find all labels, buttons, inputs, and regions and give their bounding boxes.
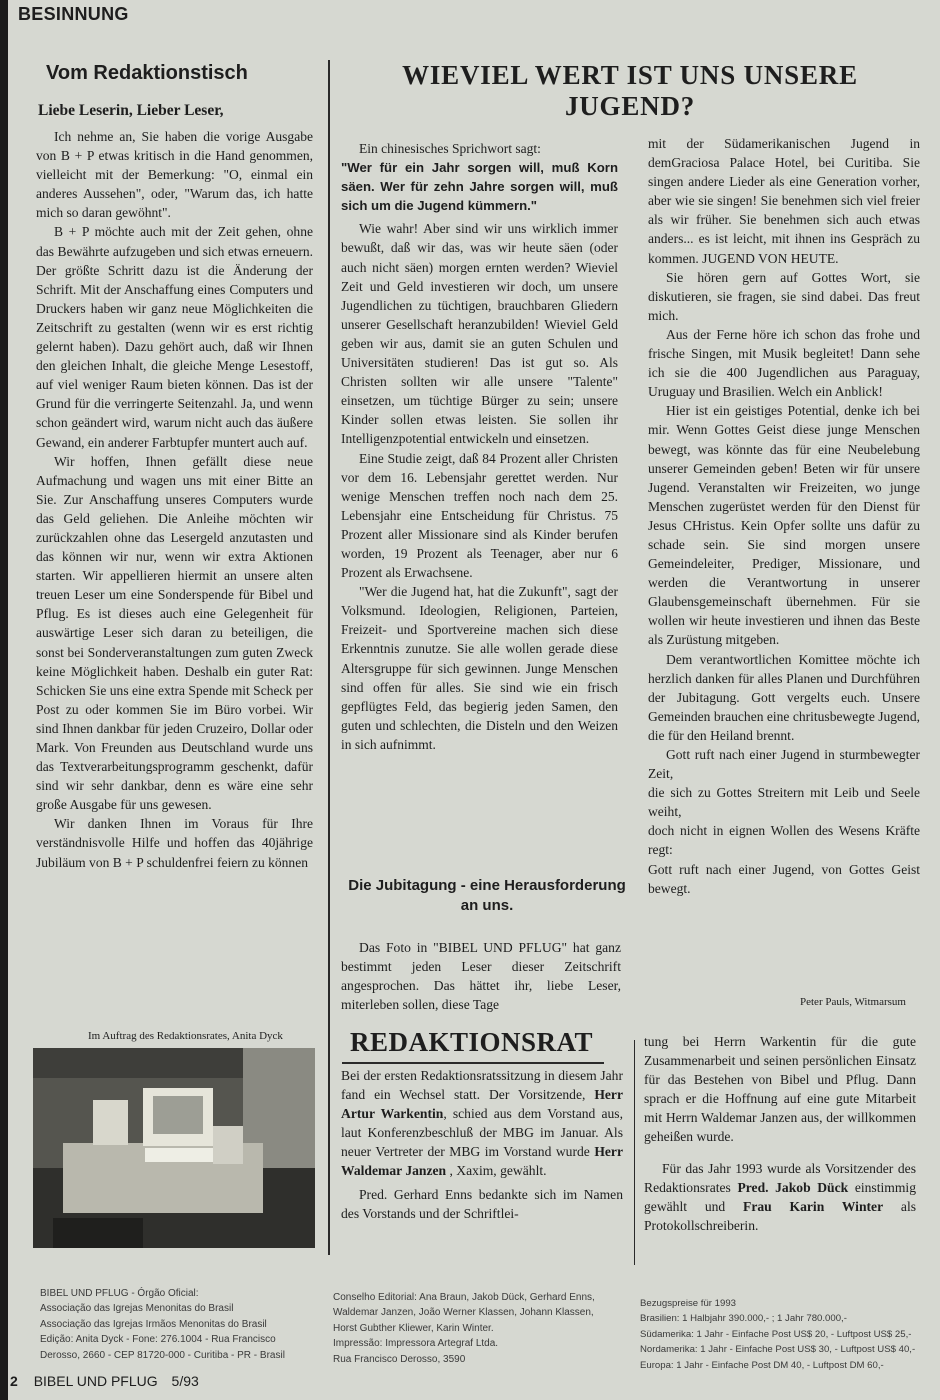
impressum-line: Derosso, 2660 - CEP 81720-000 - Curitiba - PR - Brasil <box>40 1349 285 1361</box>
article-signature: Peter Pauls, Witmarsum <box>800 996 906 1008</box>
redaktionsrat-column-2 <box>644 1032 916 1235</box>
poem-line: die sich zu Gottes Streitern mit Leib und Seele weiht, <box>648 785 920 820</box>
article-title: WIEVIEL WERT IST UNS UNSERE JUGEND? <box>402 60 858 121</box>
article-paragraph: mit der Südamerikanischen Jugend in demGraciosa Palace Hotel, bei Curitiba. Sie singen andere Lieder als eine Generation vorher, aber wie sie singen! Sie benehmen sich viel freier als wir früher. Sie benehmen sich auch etwas anders... es ist leicht, mit ihnen ins Gespräch zu kommen. JUGEND VON HEUTE. <box>648 136 920 266</box>
impressum-line: Nordamerika: 1 Jahr - Einfache Post US$ 30, - Luftpost US$ 40,- <box>640 1344 916 1356</box>
editorial-paragraph: B + P möchte auch mit der Zeit gehen, ohne das Bewährte aufzugeben und sich etwas erneuern. Der größte Schritt dazu ist die Änderung der Schrift. Mit der Anschaffung eines Computers und Druckers haben wir ganz neue Möglichkeiten die Zeitschrift zu gestalten (wenn wir es erst richtig gelernt haben). Dazu gehört auch, daß wir Ihnen den gleichen Inhalt, die gleiche Menge Lesestoff, auf viel weniger Raum bieten können. Das ist der Grund für die verringerte Seitenzahl. Ja, und wenn schon geändert wird, warum nicht auch das äußere Gewand, ein anderer Farbtupfer muntert auch auf. <box>36 224 313 450</box>
redaktionsrat-title: REDAKTIONSRAT <box>350 1027 594 1057</box>
editorial-paragraph: Wir hoffen, Ihnen gefällt diese neue Aufmachung und wagen uns mit einer Bitte an Sie. Zur Anschaffung unseres Computers wurde das Geld geliehen. Die Anleihe möchten wir zurückzahlen ohne das Lesergeld anzutasten und das können wir nur, wenn wir extra Aktionen starten. Wir appellieren hiermit an unsere alten treuen Leser um eine Sonderspende für Bibel und Pflug. Es ist dieses auch eine Gelegenheit für auswärtige Leser sich daran zu beteiligen, die sonst bei Sonderveranstaltungen zum guten Zweck keine Möglichkeit haben. Deshalb ein guter Rat: Schicken Sie uns eine extra Spende mit Scheck per Post zu oder kommen Sie im Büro vorbei. Wir sind Ihnen dankbar für jeden Cruzeiro, Dollar oder Mark. Von Freunden aus Deutschland wurde uns das Textverarbeitungsprogramm geschenkt, dafür sind wir sehr dankbar, denn es wäre eine sehr große Ausgabe für uns gewesen. <box>36 453 313 813</box>
issue-number: 5/93 <box>171 1373 199 1389</box>
editorial-body <box>36 127 313 872</box>
editorial-paragraph: Wir danken Ihnen im Voraus für Ihre verständnisvolle Hilfe und hoffen das 40jährige Jubiläum von B + P schuldenfrei feiern zu können <box>36 816 313 870</box>
article-paragraph: Das Foto in "BIBEL UND PFLUG" hat ganz bestimmt jeden Leser dieser Zeitschrift angesprochen. Das hättet ihr, liebe Leser, miterleben sollen, diese Tage <box>341 940 621 1013</box>
section-label: BESINNUNG <box>18 4 129 24</box>
computer-photo-image <box>33 1048 315 1248</box>
impressum-line: Bezugspreise für 1993 <box>640 1298 736 1309</box>
article-paragraph: Eine Studie zeigt, daß 84 Prozent aller Christen vor dem 16. Lebensjahr gerettet werden. Nur wenige Menschen treffen noch nach dem 25. Lebensjahr eine Entscheidung für Christus. 75 Prozent aller Missionare sind als Kinder berufen worden, 19 Prozent als Teenager, aber nur 6 Prozent als Erwachsene. <box>341 450 618 581</box>
article-paragraph: Hier ist ein geistiges Potential, denke ich bei mir. Wenn Gottes Geist diese junge Menschen bewegt, was könnte das für eine Neubelebung unserer Gemeinden geben! Beten wir für unsere Jugend. Veranstalten wir Freizeiten, wo junge Menschen zugerüstet werden für den Dienst für Jesus CHristus. Kein Opfer sollte uns dafür zu schade sein. Sie sind morgen unsere Gemeindeleiter, Prediger, Missionare, und werden die Verantwortung in unserer Glaubensgemeinschaft übernehmen. Für sie wollen wir heute investieren und ihnen das Beste als Zurüstung mitgeben. <box>648 403 920 648</box>
poem-line: Gott ruft nach einer Jugend in sturmbewegter Zeit, <box>648 747 920 782</box>
column-divider <box>328 60 330 1255</box>
redaktionsrat-paragraph: Bei der ersten Redaktionsratssitzung in diesem Jahr fand ein Wechsel statt. Der Vorsitzende, Herr Artur Warkentin, schied aus dem Vorstand aus, laut Konferenzbeschluß der MBG im Januar. Als neuer Vertreter der MBG im Vorstand wurde Herr Waldemar Janzen , Xaxim, gewählt. <box>341 1068 623 1179</box>
impressum-line: Edição: Anita Dyck - Fone: 276.1004 - Rua Francisco <box>40 1334 276 1346</box>
impressum-line: Brasilien: 1 Halbjahr 390.000,- ; 1 Jahr 780.000,- <box>640 1313 847 1325</box>
editorial-title: Vom Redaktionstisch <box>46 62 248 84</box>
impressum-line: Conselho Editorial: Ana Braun, Jakob Dück, Gerhard Enns, <box>333 1292 595 1303</box>
impressum-line: Rua Francisco Derosso, 3590 <box>333 1353 466 1365</box>
article-paragraph: Aus der Ferne höre ich schon das frohe und frische Singen, mit Musik begleitet! Dann sehe ich sie die 400 Jugendlichen aus Paraguay, Uruguay und Brasilien. Welch ein Anblick! <box>648 326 920 400</box>
impressum-line: Impressão: Impressora Artegraf Ltda. <box>333 1338 499 1350</box>
article-intro: Ein chinesisches Sprichwort sagt: <box>359 141 541 156</box>
page-number: 2 <box>10 1373 18 1389</box>
page-binding-edge <box>0 0 8 1400</box>
impressum-line: Waldemar Janzen, João Werner Klassen, Johann Klassen, <box>333 1307 594 1319</box>
article-paragraph: "Wer die Jugend hat, hat die Zukunft", sagt der Volksmund. Ideologien, Religionen, Parteien, Freizeit- und Sportvereine machen sich diese Erkenntnis zunutze. Sie alle wollen gerade diese Altersgruppe für sich gewinnen. Junge Menschen sind offen für alles. Sie sind wie ein frisch gepflügtes Feld, das begierig jeden Samen, den guten und schlechten, die Disteln und den Weizen in sich aufnimmt. <box>341 584 618 752</box>
title-underline <box>342 1062 604 1064</box>
article-paragraph: Wie wahr! Aber sind wir uns wirklich immer bewußt, daß wir das, was wir heute säen (oder auch nicht säen) morgen ernten werden? Wieviel Zeit und Geld investieren wir doch, um unsere Jugendlichen zu tüchtigen, brauchbaren Gliedern unserer Gesellschaft heranzubilden! Wieviel Geld geben wir aus, damit sie an guten Schulen und Universitäten studieren! Das ist gut so. Als Christen sollten wir alle unsere "Talente" einsetzen, um tüchtige Bürger zu sein; unsere Kinder sollen etwas leisten. Sie sollen ihr Intelligenzpotential entwickeln und einsetzen. <box>341 221 618 447</box>
impressum-editorial-board <box>333 1290 595 1367</box>
redaktionsrat-paragraph: Für das Jahr 1993 wurde als Vorsitzender des Redaktionsrates Pred. Jakob Dück einstimmig gewählt und Frau Karin Winter als Protokollschreiberin. <box>644 1160 917 1233</box>
editorial-signature: Im Auftrag des Redaktionsrates, Anita Dyck <box>88 1030 283 1042</box>
page-footer <box>0 1373 199 1389</box>
article-column-1 <box>341 139 618 754</box>
impressum-line: BIBEL UND PFLUG - Órgão Oficial: <box>40 1288 199 1299</box>
impressum-prices <box>640 1296 915 1373</box>
article-subheading: Die Jubitagung - eine Herausforderung an uns. <box>348 877 626 914</box>
editorial-paragraph: Ich nehme an, Sie haben die vorige Ausgabe von B + P etwas kritisch in die Hand genommen, vielleicht mit der Bemerkung: "O, einmal ein anderes Aussehen", oder, "Warum das, ich hatte mich so daran gewöhnt". <box>36 129 313 221</box>
publication-name: BIBEL UND PFLUG <box>33 1373 158 1389</box>
poem-line: Gott ruft nach einer Jugend, von Gottes Geist bewegt. <box>648 861 920 896</box>
impressum-publisher <box>40 1286 285 1363</box>
article-quote <box>341 158 618 215</box>
impressum-line: Associação das Igrejas Menonitas do Brasil <box>40 1303 234 1315</box>
impressum-line: Horst Gubther Kliewer, Karin Winter. <box>333 1322 494 1334</box>
article-paragraph: Sie hören gern auf Gottes Wort, sie diskutieren, sie fragen, sie sind dabei. Das freut mich. <box>648 269 920 323</box>
computer-photo <box>33 1048 315 1248</box>
redaktionsrat-paragraph: tung bei Herrn Warkentin für die gute Zusammenarbeit und seinen persönlichen Einsatz für das Bestehen von Bibel und Pflug. Dann sprach er die Hoffnung auf eine gute Mitarbeit mit Herrn Waldemar Janzen aus, der willkommen geheißen wurde. <box>644 1034 916 1145</box>
impressum-line: Associação das Igrejas Irmãos Menonitas do Brasil <box>40 1318 267 1330</box>
redaktionsrat-paragraph: Pred. Gerhard Enns bedankte sich im Namen des Vorstands und der Schriftlei- <box>341 1186 623 1221</box>
article-column-2 <box>648 134 920 898</box>
article-column-1-continued <box>341 938 621 1014</box>
impressum-line: Südamerika: 1 Jahr - Einfache Post US$ 20, - Luftpost US$ 25,- <box>640 1328 912 1340</box>
editorial-salutation: Liebe Leserin, Lieber Leser, <box>38 102 224 119</box>
column-divider <box>634 1040 635 1265</box>
proverb-quote: "Wer für ein Jahr sorgen will, muß Korn säen. Wer für zehn Jahre sorgen will, muß sich um die Jugend kümmern." <box>341 160 618 214</box>
impressum-line: Europa: 1 Jahr - Einfache Post DM 40, - Luftpost DM 60,- <box>640 1359 884 1371</box>
redaktionsrat-column-1 <box>341 1066 623 1223</box>
article-paragraph: Dem verantwortlichen Komittee möchte ich herzlich danken für alles Planen und Durchführen der Jubitagung. Gott vergelts euch. Unsere Gemeinden brauchen eine chritusbewegte Jugend, die für den Heiland brennt. <box>648 651 920 743</box>
poem-line: doch nicht in eignen Wollen des Wesens Kräfte regt: <box>648 823 920 858</box>
